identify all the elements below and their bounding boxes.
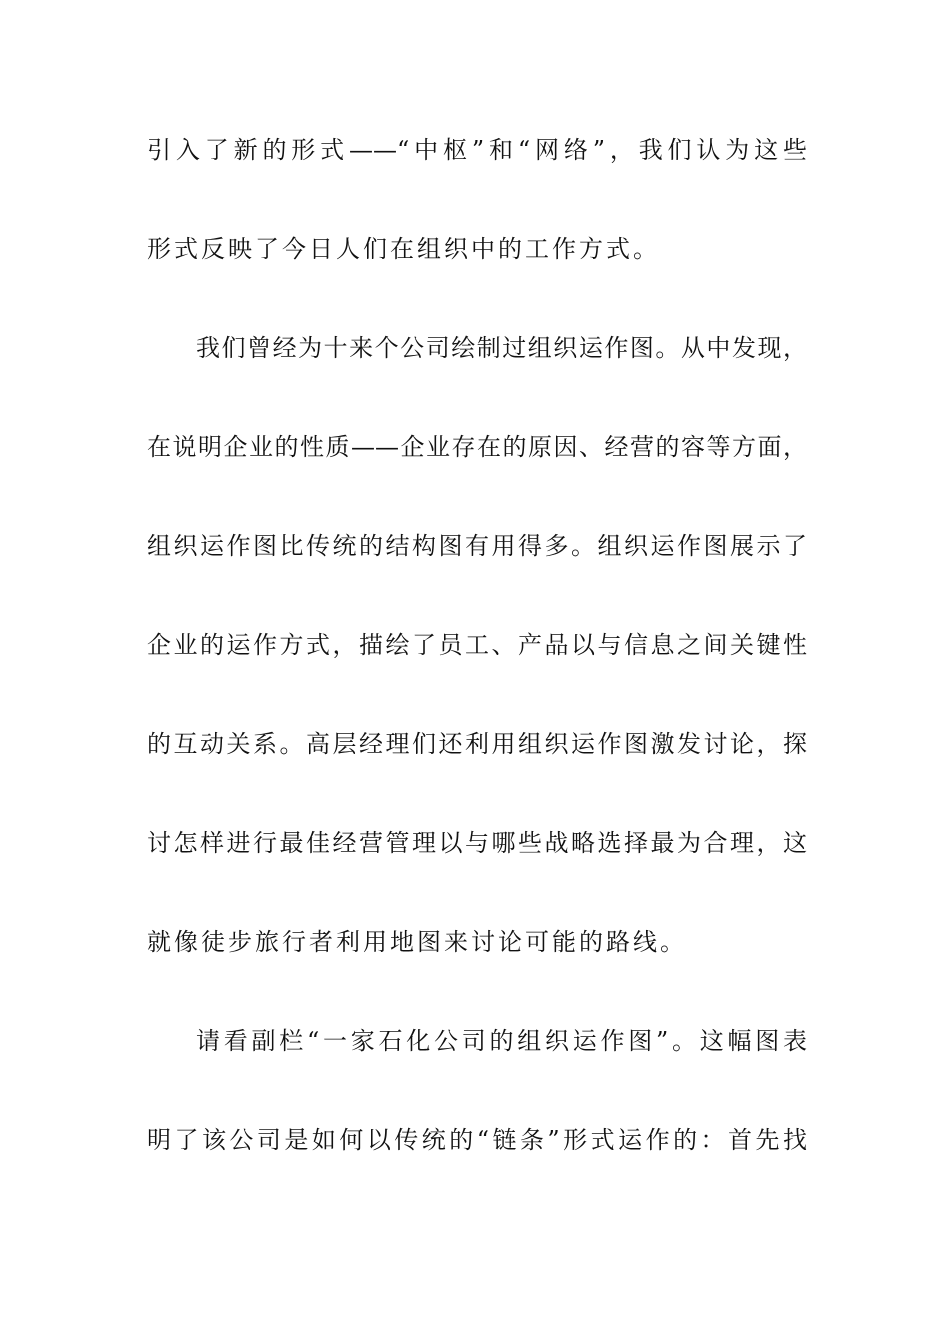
text-line: 讨怎样进行最佳经营管理以与哪些战略选择最为合理，这 xyxy=(147,829,807,857)
text-line: 我们曾经为十来个公司绘制过组织运作图。从中发现， xyxy=(196,334,807,362)
text-line: 就像徒步旅行者利用地图来讨论可能的路线。 xyxy=(147,928,687,956)
text-line: 组织运作图比传统的结构图有用得多。组织运作图展示了 xyxy=(147,532,807,560)
text-line: 在说明企业的性质——企业存在的原因、经营的容等方面， xyxy=(147,433,807,461)
text-line: 形式反映了今日人们在组织中的工作方式。 xyxy=(147,235,660,263)
text-line: 明了该公司是如何以传统的“链条”形式运作的：首先找 xyxy=(147,1126,807,1154)
text-line: 企业的运作方式，描绘了员工、产品以与信息之间关键性 xyxy=(147,631,807,659)
text-line: 请看副栏“一家石化公司的组织运作图”。这幅图表 xyxy=(196,1027,807,1055)
text-line: 的互动关系。高层经理们还利用组织运作图激发讨论，探 xyxy=(147,730,807,758)
text-line: 引入了新的形式——“中枢”和“网络”，我们认为这些 xyxy=(147,136,807,164)
